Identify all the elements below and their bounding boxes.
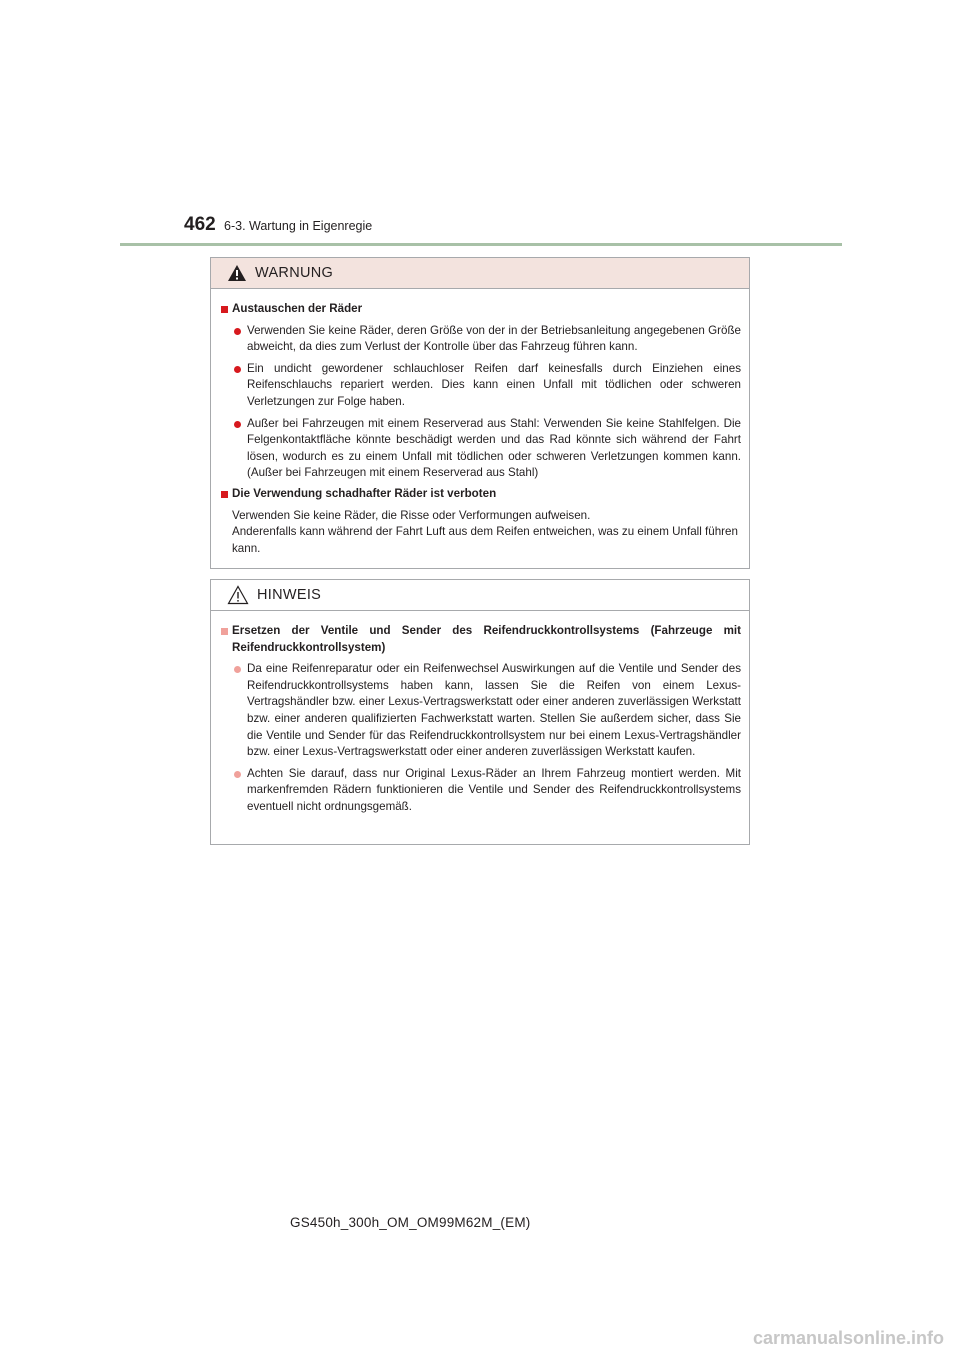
notice-header <box>211 580 749 611</box>
list-item: Verwenden Sie keine Räder, deren Größe von der in der Betriebsanleitung angegebenen Größe abweicht, da dies zum Verlust der Kontrolle über das Fahrzeug führen kann. <box>234 323 741 356</box>
bullet-icon <box>234 421 241 428</box>
paragraph: Anderenfalls kann während der Fahrt Luft aus dem Reifen entweichen, was zu einem Unfall führen kann. <box>232 525 738 555</box>
section-heading: Austauschen der Räder <box>220 301 741 318</box>
bullet-icon <box>234 666 241 673</box>
bullet-icon <box>234 366 241 373</box>
bullet-icon <box>234 771 241 778</box>
watermark: carmanualsonline.info <box>752 1328 944 1348</box>
warning-triangle-icon <box>227 264 247 282</box>
bullet-icon <box>234 328 241 335</box>
notice-box <box>210 579 750 845</box>
section-heading: Die Verwendung schadhafter Räder ist verboten <box>220 486 741 503</box>
notice-title: HINWEIS <box>257 587 322 603</box>
list-item: Ein undicht gewordener schlauchloser Reifen darf keinesfalls durch Einziehen eines Reifenschlauchs repariert werden. Dies kann einen Unfall mit tödlichen oder schweren Verletzungen zur Folge haben. <box>234 361 741 411</box>
header-rule <box>120 243 842 246</box>
caution-triangle-icon <box>227 585 249 605</box>
list-item: Außer bei Fahrzeugen mit einem Reserverad aus Stahl: Verwenden Sie keine Stahlfelgen. Die Felgenkontaktfläche könnte beschädigt werden und das Rad könnte sich während der Fahrt lösen, wodurch es zu einem Unfall mit tödlichen oder schweren Verletzungen kommen kann. (Außer bei Fahrzeugen mit einem Reserverad aus Stahl) <box>234 416 741 482</box>
warning-box <box>210 257 750 569</box>
square-bullet-icon <box>221 491 228 498</box>
warning-header <box>211 258 749 289</box>
square-bullet-icon <box>221 306 228 313</box>
list-item: Da eine Reifenreparatur oder ein Reifenwechsel Auswirkungen auf die Ventile und Sender des Reifendruckkontrollsystems haben kann, lassen Sie die Reifen von einem Lexus-Vertragshändler bzw. einer Lexus-Vertragswerkstatt oder einer anderen zuverlässigen Werkstatt bzw. einer anderen qualifizierten Fachwerkstatt warten. Stellen Sie außerdem sicher, dass Sie die Ventile und Sender für das Reifendruckkontrollsystem nur bei einem Lexus-Vertragshändler bzw. einer Lexus-Vertragswerkstatt oder einer anderen zuverlässigen Werkstatt kaufen. <box>234 661 741 761</box>
section-title: 6-3. Wartung in Eigenregie <box>224 219 373 233</box>
warning-title: WARNUNG <box>255 265 334 281</box>
footer-doc-code: GS450h_300h_OM_OM99M62M_(EM) <box>290 1215 531 1230</box>
list-item: Achten Sie darauf, dass nur Original Lexus-Räder an Ihrem Fahrzeug montiert werden. Mit markenfremden Rädern funktionieren die Ventile und Sender des Reifendruckkontrollsystems eventuell nicht ordnungsgemäß. <box>234 766 741 816</box>
page-header <box>184 214 372 236</box>
square-bullet-icon <box>221 628 228 635</box>
page-number: 462 <box>184 214 216 235</box>
paragraph: Verwenden Sie keine Räder, die Risse oder Verformungen aufweisen. <box>232 508 591 522</box>
section-heading: Ersetzen der Ventile und Sender des Reifendruckkontrollsystems (Fahrzeuge mit Reifendruckkontrollsystem) <box>220 623 741 656</box>
